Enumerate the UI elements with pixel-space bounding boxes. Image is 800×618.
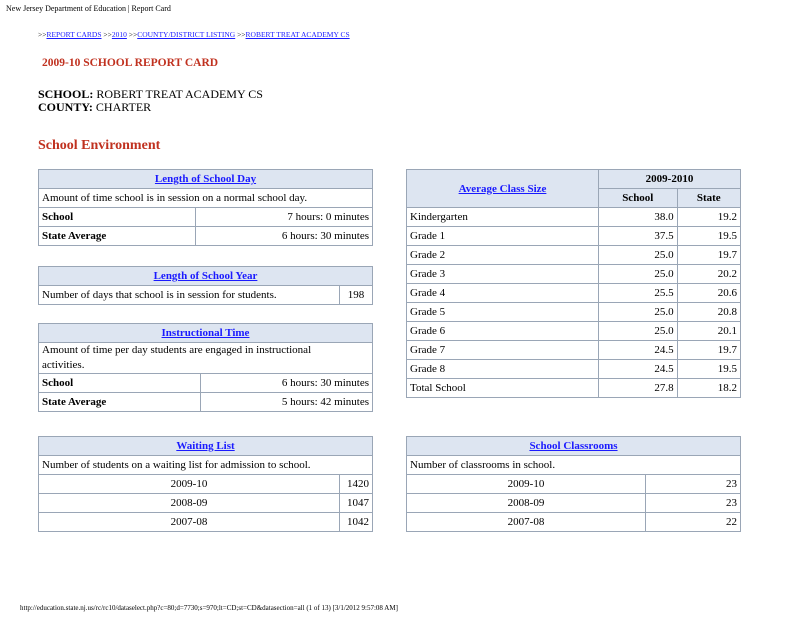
state-value: 19.7 [677,341,740,360]
row-label: School [39,208,196,227]
school-value: 38.0 [599,208,678,227]
school-day-table [38,169,373,246]
year-label: 2007-08 [39,513,340,532]
table-row [407,341,741,360]
row-label: State Average [39,393,201,412]
breadcrumb-separator: >> [128,30,138,39]
school-label: SCHOOL: [38,87,94,101]
year-label: 2009-10 [407,475,646,494]
state-value: 19.5 [677,360,740,379]
state-value: 20.1 [677,322,740,341]
table-row [407,284,741,303]
row-label: State Average [39,227,196,246]
table-row [39,208,373,227]
table-row [407,494,741,513]
breadcrumb-link-report-cards[interactable]: REPORT CARDS [46,30,102,39]
school-value: 25.0 [599,246,678,265]
county-line [38,100,151,115]
instructional-time-table [38,323,373,412]
grade-label: Grade 3 [407,265,599,284]
school-year-table [38,266,373,305]
row-value: 6 hours: 30 minutes [201,374,373,393]
grade-label: Grade 6 [407,322,599,341]
row-value: 22 [646,513,741,532]
table-description: Amount of time school is in session on a normal school day. [39,189,373,208]
school-value: 24.5 [599,341,678,360]
table-row [407,208,741,227]
table-row [407,265,741,284]
school-value: 25.0 [599,322,678,341]
table-header [39,437,373,456]
classrooms-link[interactable]: School Classrooms [529,440,618,452]
state-value: 20.8 [677,303,740,322]
grade-label: Grade 4 [407,284,599,303]
table-row [39,286,373,305]
row-label: School [39,374,201,393]
breadcrumb-separator: >> [38,30,47,39]
instructional-time-link[interactable]: Instructional Time [161,327,250,339]
school-value: 37.5 [599,227,678,246]
school-year-link[interactable]: Length of School Year [153,270,258,282]
table-row [407,246,741,265]
breadcrumb-separator: >> [237,30,246,39]
table-row [407,475,741,494]
table-header [407,170,599,208]
table-description: Number of classrooms in school. [407,456,741,475]
row-value: 7 hours: 0 minutes [196,208,373,227]
grade-label: Grade 5 [407,303,599,322]
row-value: 23 [646,494,741,513]
breadcrumb-link-county-district-listing[interactable]: COUNTY/DISTRICT LISTING [137,30,236,39]
year-label: 2009-10 [39,475,340,494]
school-value: 25.5 [599,284,678,303]
row-value: 198 [340,286,373,305]
row-value: 5 hours: 42 minutes [201,393,373,412]
table-description: Amount of time per day students are engaged in instructional activities. [39,343,373,374]
page-header: New Jersey Department of Education | Report Card [6,4,171,13]
grade-label: Grade 2 [407,246,599,265]
state-value: 20.6 [677,284,740,303]
breadcrumb-link-2010[interactable]: 2010 [111,30,127,39]
grade-label: Total School [407,379,599,398]
table-header [39,267,373,286]
grade-label: Kindergarten [407,208,599,227]
waiting-list-link[interactable]: Waiting List [176,440,235,452]
state-value: 18.2 [677,379,740,398]
breadcrumb-separator: >> [103,30,112,39]
year-label: 2008-09 [39,494,340,513]
table-header [39,170,373,189]
page-footer: http://education.state.nj.us/rc/rc10/dataselect.php?c=80;d=7730;s=970;lt=CD;st=CD&datasection=all (1 of 13) [3/1/2012 9:57:08 AM] [20,604,398,612]
school-value: 25.0 [599,265,678,284]
row-value: 1042 [340,513,373,532]
table-header [407,437,741,456]
table-row [39,227,373,246]
table-row [407,227,741,246]
school-value: 25.0 [599,303,678,322]
grade-label: Grade 8 [407,360,599,379]
table-row [407,513,741,532]
table-row [39,393,373,412]
grade-label: Grade 7 [407,341,599,360]
table-row [407,303,741,322]
state-value: 20.2 [677,265,740,284]
breadcrumb-link-school[interactable]: ROBERT TREAT ACADEMY CS [245,30,350,39]
table-row [407,322,741,341]
table-description: Number of days that school is in session for students. [39,286,340,305]
state-value: 19.5 [677,227,740,246]
year-header: 2009-2010 [599,170,741,189]
state-column-header: State [677,189,740,208]
grade-label: Grade 1 [407,227,599,246]
table-row [39,513,373,532]
state-value: 19.7 [677,246,740,265]
class-size-table [406,169,741,398]
row-value: 23 [646,475,741,494]
row-value: 1047 [340,494,373,513]
school-day-link[interactable]: Length of School Day [154,173,257,185]
row-value: 6 hours: 30 minutes [196,227,373,246]
school-value: 27.8 [599,379,678,398]
breadcrumb [38,30,350,39]
county-name: CHARTER [95,100,152,114]
table-row [39,475,373,494]
table-row [407,360,741,379]
table-row [39,374,373,393]
table-row [407,379,741,398]
table-row [39,494,373,513]
year-label: 2007-08 [407,513,646,532]
waiting-list-table [38,436,373,532]
report-title: 2009-10 SCHOOL REPORT CARD [42,57,219,69]
table-description: Number of students on a waiting list for admission to school. [39,456,373,475]
class-size-link[interactable]: Average Class Size [458,182,547,195]
school-column-header: School [599,189,678,208]
school-value: 24.5 [599,360,678,379]
year-label: 2008-09 [407,494,646,513]
row-value: 1420 [340,475,373,494]
school-name: ROBERT TREAT ACADEMY CS [96,87,263,101]
table-header [39,324,373,343]
section-title: School Environment [38,138,161,153]
county-label: COUNTY: [38,100,93,114]
classrooms-table [406,436,741,532]
state-value: 19.2 [677,208,740,227]
